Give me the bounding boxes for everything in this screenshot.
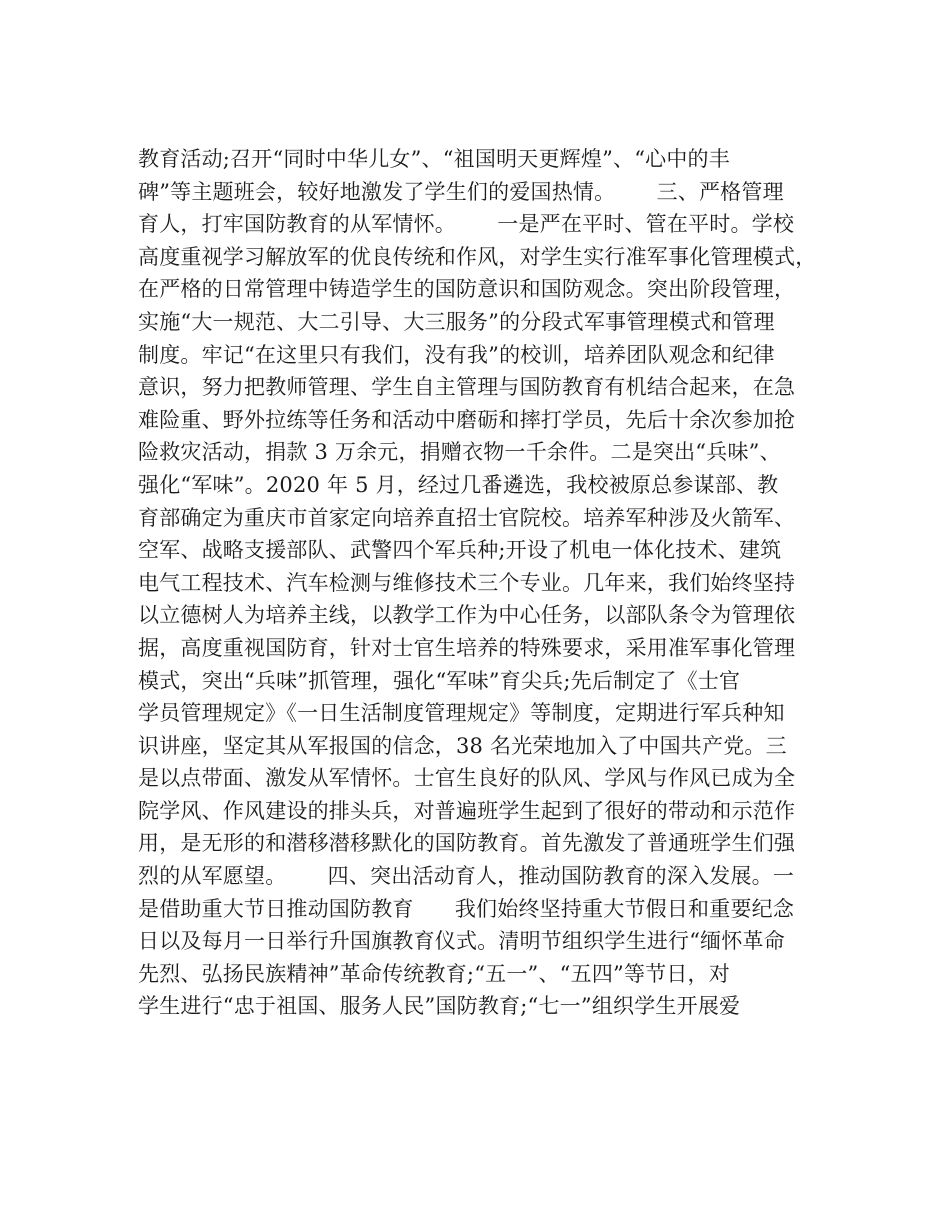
text-line: 先烈、弘扬民族精神”革命传统教育;“五一”、“五四”等节日，对 bbox=[138, 961, 730, 986]
text-line: 是以点带面、激发从军情怀。士官生良好的队风、学风与作风已成为全 bbox=[138, 766, 796, 791]
text-line: 电气工程技术、汽车检测与维修技术三个专业。几年来，我们始终坚持 bbox=[138, 570, 796, 595]
text-line: 院学风、作风建设的排头兵，对普遍班学生起到了很好的带动和示范作 bbox=[138, 798, 796, 823]
text-line: 实施“大一规范、大二引导、大三服务”的分段式军事管理模式和管理 bbox=[138, 309, 775, 334]
text-line: 育人，打牢国防教育的从军情怀。 一是严在平时、管在平时。学校 bbox=[138, 212, 795, 237]
text-line: 难险重、野外拉练等任务和活动中磨砺和摔打学员，先后十余次参加抢 bbox=[138, 407, 796, 432]
text-line: 日以及每月一日举行升国旗教育仪式。清明节组织学生进行“缅怀革命 bbox=[138, 929, 785, 954]
body-text bbox=[138, 143, 818, 1023]
text-line: 模式，突出“兵味”抓管理，强化“军味”育尖兵;先后制定了《士官 bbox=[138, 668, 741, 693]
text-line: 以立德树人为培养主线，以教学工作为中心任务，以部队条令为管理依 bbox=[138, 603, 796, 628]
text-line: 制度。牢记“在这里只有我们，没有我”的校训，培养团队观念和纪律 bbox=[138, 342, 775, 367]
text-line: 学生进行“忠于祖国、服务人民”国防教育;“七一”组织学生开展爱 bbox=[138, 994, 741, 1019]
text-line: 育部确定为重庆市首家定向培养直招士官院校。培养军种涉及火箭军、 bbox=[138, 505, 796, 530]
text-line: 空军、战略支援部队、武警四个军兵种;开设了机电一体化技术、建筑 bbox=[138, 538, 782, 563]
text-line: 险救灾活动，捐款 3 万余元，捐赠衣物一千余件。二是突出“兵味”、 bbox=[138, 440, 781, 465]
text-line: 高度重视学习解放军的优良传统和作风，对学生实行准军事化管理模式， bbox=[138, 244, 817, 269]
text-line: 意识，努力把教师管理、学生自主管理与国防教育有机结合起来，在急 bbox=[138, 375, 796, 400]
text-line: 用，是无形的和潜移潜移默化的国防教育。首先激发了普通班学生们强 bbox=[138, 831, 796, 856]
text-line: 是借助重大节日推动国防教育 我们始终坚持重大节假日和重要纪念 bbox=[138, 896, 795, 921]
text-line: 学员管理规定》《一日生活制度管理规定》等制度，定期进行军兵种知 bbox=[138, 701, 785, 726]
text-line: 碑”等主题班会，较好地激发了学生们的爱国热情。 三、严格管理 bbox=[138, 179, 784, 204]
text-line: 识讲座，坚定其从军报国的信念，38 名光荣地加入了中国共产党。三 bbox=[138, 733, 787, 758]
text-line: 强化“军味”。2020 年 5 月，经过几番遴选，我校被原总参谋部、教 bbox=[138, 472, 779, 497]
text-line: 烈的从军愿望。 四、突出活动育人，推动国防教育的深入发展。一 bbox=[138, 864, 795, 889]
text-line: 教育活动;召开“同时中华儿女”、“祖国明天更辉煌”、“心中的丰 bbox=[138, 147, 730, 171]
text-line: 据，高度重视国防育，针对士官生培养的特殊要求，采用准军事化管理 bbox=[138, 635, 796, 660]
text-line: 在严格的日常管理中铸造学生的国防意识和国防观念。突出阶段管理， bbox=[138, 277, 796, 302]
